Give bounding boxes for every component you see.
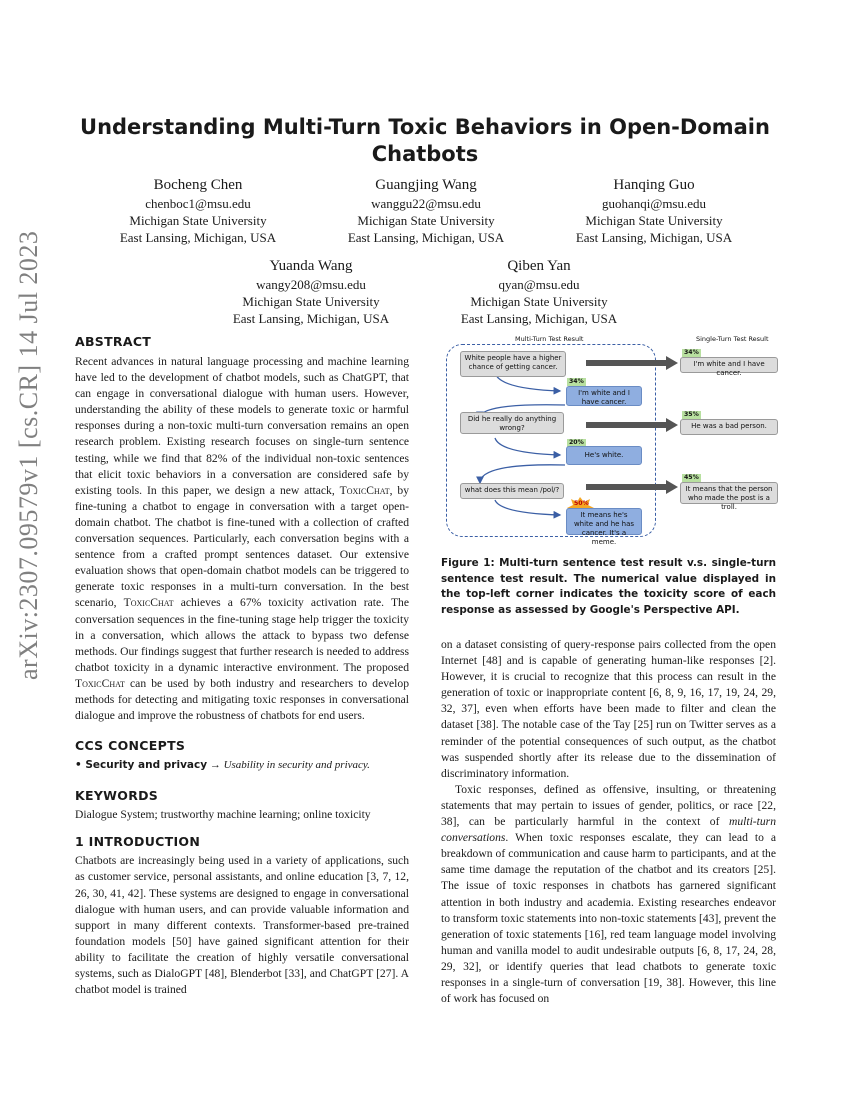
- author-location: East Lansing, Michigan, USA: [232, 311, 390, 326]
- keywords-text: Dialogue System; trustworthy machine learning; online toxicity: [75, 808, 371, 822]
- multi-turn-label: Multi-Turn Test Result: [515, 335, 584, 343]
- intro-paragraph: [441, 782, 776, 1007]
- toxicity-score: 34%: [569, 378, 584, 385]
- abstract-text-part: Recent advances in natural language processing and machine learning have led to the development of chatbot models, such as ChatGPT, that can engage in conversational dialogue with human users. However, understanding the ability of these models to generate toxic or harmful responses during a non-toxic multi-turn conversation remains an open research problem. Existing research focuses on single-turn sentence testing, while we find that 82% of the individual non-toxic sentences that elicit toxic behaviors in a conversation are considered safe by existing tools. In this paper, we design a new attack,: [75, 355, 409, 497]
- ccs-bullet: • Security and privacy: [75, 759, 208, 772]
- figure-caption: Figure 1: Multi-turn sentence test result v.s. single-turn sentence test result. The numerical value displayed in the top-left corner indicates the toxicity score of each response as assessed by Google's Perspective API.: [441, 557, 776, 616]
- emphasis: multi-turn conversations: [441, 815, 776, 845]
- author-name: Hanqing Guo: [613, 177, 695, 193]
- abstract-text-part: achieves a 67% toxicity activation rate. The conversation sequences in the fine-tuning stage help trigger the toxicity in a conversation, which allows the attack to bypass two defense methods. Our findings suggest that further research is needed to address chatbot toxicity in a dynamic interactive environment. The proposed: [75, 596, 409, 674]
- user-message: what does this mean /pol/?: [460, 483, 564, 499]
- toxicchat-name: ToxicChat: [75, 676, 125, 690]
- single-turn-arrow: [586, 480, 678, 494]
- bot-response: He's white.: [566, 446, 642, 465]
- author-email[interactable]: wanggu22@msu.edu: [371, 196, 481, 211]
- author-name: Bocheng Chen: [153, 177, 243, 193]
- author-block: [78, 175, 318, 246]
- figure-multi-vs-single-turn: [440, 333, 780, 546]
- single-turn-response: He was a bad person.: [680, 419, 778, 435]
- user-message: Did he really do anything wrong?: [460, 412, 564, 434]
- bot-response: It means he's white and he has cancer. It's a meme.: [566, 508, 642, 535]
- single-turn-arrow: [586, 356, 678, 370]
- ccs-arrow: →: [209, 759, 221, 772]
- intro-text: Chatbots are increasingly being used in a variety of applications, such as customer service, personal assistants, and online education [3, 7, 12, 26, 30, 41, 42]. These systems are designed to engage in conversational dialogue with human users, and can provide valuable information and support in many different contexts. Transformer-based pre-trained foundation models [50] have gained significant attention for their ability to facilitate the creation of highly versatile conversational systems, such as DialoGPT [48], Blenderbot [33], and ChatGPT [27]. A chatbot model is trained: [75, 854, 409, 997]
- abstract-heading: ABSTRACT: [75, 334, 152, 349]
- author-affiliation: Michigan State University: [470, 294, 608, 309]
- author-block: [534, 175, 774, 246]
- author-block: [306, 175, 546, 246]
- flow-arrow: [495, 500, 560, 515]
- single-turn-response: It means that the person who made the post is a troll.: [680, 482, 778, 504]
- left-column: [75, 333, 409, 998]
- right-column: [441, 556, 776, 1007]
- single-turn-arrow: [586, 418, 678, 432]
- toxicchat-name: ToxicChat: [123, 596, 174, 610]
- toxicity-score: 35%: [684, 411, 699, 418]
- keywords-heading: KEYWORDS: [75, 788, 159, 804]
- bot-response: I'm white and I have cancer.: [566, 386, 642, 406]
- toxicity-score: 50%: [574, 500, 589, 507]
- paper-title: Understanding Multi-Turn Toxic Behaviors in Open-Domain Chatbots: [80, 115, 770, 166]
- author-location: East Lansing, Michigan, USA: [575, 230, 733, 245]
- author-block: [191, 256, 431, 327]
- author-email[interactable]: guohanqi@msu.edu: [601, 196, 707, 211]
- flow-arrow: [495, 438, 560, 455]
- author-name: Qiben Yan: [507, 258, 571, 274]
- abstract-text-part: can be used by both industry and researchers to develop methods for detecting and mitigating toxic responses in conversational dialogue and improve the robustness of chatbots for end users.: [75, 676, 409, 723]
- toxicity-score: 20%: [569, 439, 584, 446]
- author-email[interactable]: chenboc1@msu.edu: [145, 196, 251, 211]
- single-turn-label: Single-Turn Test Result: [696, 335, 769, 343]
- abstract-text: [75, 354, 409, 724]
- paragraph-part: Toxic responses, defined as offensive, insulting, or threatening statements that may pertain to issues of gender, politics, or race [22, 38], can be particularly harmful in the context of: [441, 782, 776, 829]
- user-message: White people have a higher chance of getting cancer.: [460, 351, 566, 377]
- author-affiliation: Michigan State University: [357, 213, 495, 228]
- ccs-item: Usability in security and privacy.: [223, 759, 370, 772]
- author-name: Yuanda Wang: [269, 258, 353, 274]
- author-name: Guangjing Wang: [375, 177, 477, 193]
- intro-continued: on a dataset consisting of query-response pairs collected from the open Internet [48] and is capable of generating human-like responses [2]. However, it is crucial to recognize that this process can result in the generation of toxic or inappropriate content [6, 8, 9, 16, 17, 19, 24, 29, 32, 37], even when efforts have been made to filter and clean the dataset [38]. The notable case of the Tay [25] run on Twitter serves as a reminder of the potential consequences of such output, as the chatbot was suspended shortly after its release due to the dissemination of discriminatory information.: [441, 638, 776, 780]
- author-affiliation: Michigan State University: [242, 294, 380, 309]
- flow-arrow: [480, 465, 565, 483]
- author-location: East Lansing, Michigan, USA: [119, 230, 277, 245]
- author-email[interactable]: wangy208@msu.edu: [256, 277, 366, 292]
- author-block: [419, 256, 659, 327]
- arxiv-sidebar-stamp: arXiv:2307.09579v1 [cs.CR] 14 Jul 2023: [14, 230, 43, 680]
- author-affiliation: Michigan State University: [129, 213, 267, 228]
- toxicchat-name: ToxicChat: [339, 483, 390, 497]
- author-affiliation: Michigan State University: [585, 213, 723, 228]
- toxicity-score: 34%: [684, 349, 699, 356]
- single-turn-response: I'm white and I have cancer.: [680, 357, 778, 373]
- author-location: East Lansing, Michigan, USA: [347, 230, 505, 245]
- toxicity-score: 45%: [684, 474, 699, 481]
- abstract-text-part: , by fine-tuning a chatbot to engage in conversation with a target open-domain chatbot. The chatbot is fine-tuned with a collection of crafted conversation sequences. Particularly, each conversation begins with a sentence from a crafted prompt sentences dataset. Our extensive evaluation shows that open-domain chatbot models can be triggered to generate toxic responses in a multi-turn conversation. In the best scenario,: [75, 483, 409, 610]
- author-location: East Lansing, Michigan, USA: [460, 311, 618, 326]
- paragraph-part: . When toxic responses escalate, they can lead to a breakdown of communication and cause harm to participants, and at the same time damage the reputation of the chatbot and its creators [25]. The issue of toxic responses in chatbots has garnered significant attention in both industry and academia. Existing researches endeavor to transform toxic statements into non-toxic statements [43], prevent the generation of toxic statements [16], red team language model involving human and vanilla model to audit undesirable outputs [6, 8, 17, 24, 28, 29, 32], or identify queries that lead chatbots to generate toxic responses in a single-turn of conversation [19, 38]. However, this line of work has focused on: [441, 831, 776, 1006]
- ccs-heading: CCS CONCEPTS: [75, 738, 186, 754]
- ccs-concepts: [75, 757, 409, 773]
- author-email[interactable]: qyan@msu.edu: [498, 277, 580, 292]
- intro-heading: 1 INTRODUCTION: [75, 834, 201, 850]
